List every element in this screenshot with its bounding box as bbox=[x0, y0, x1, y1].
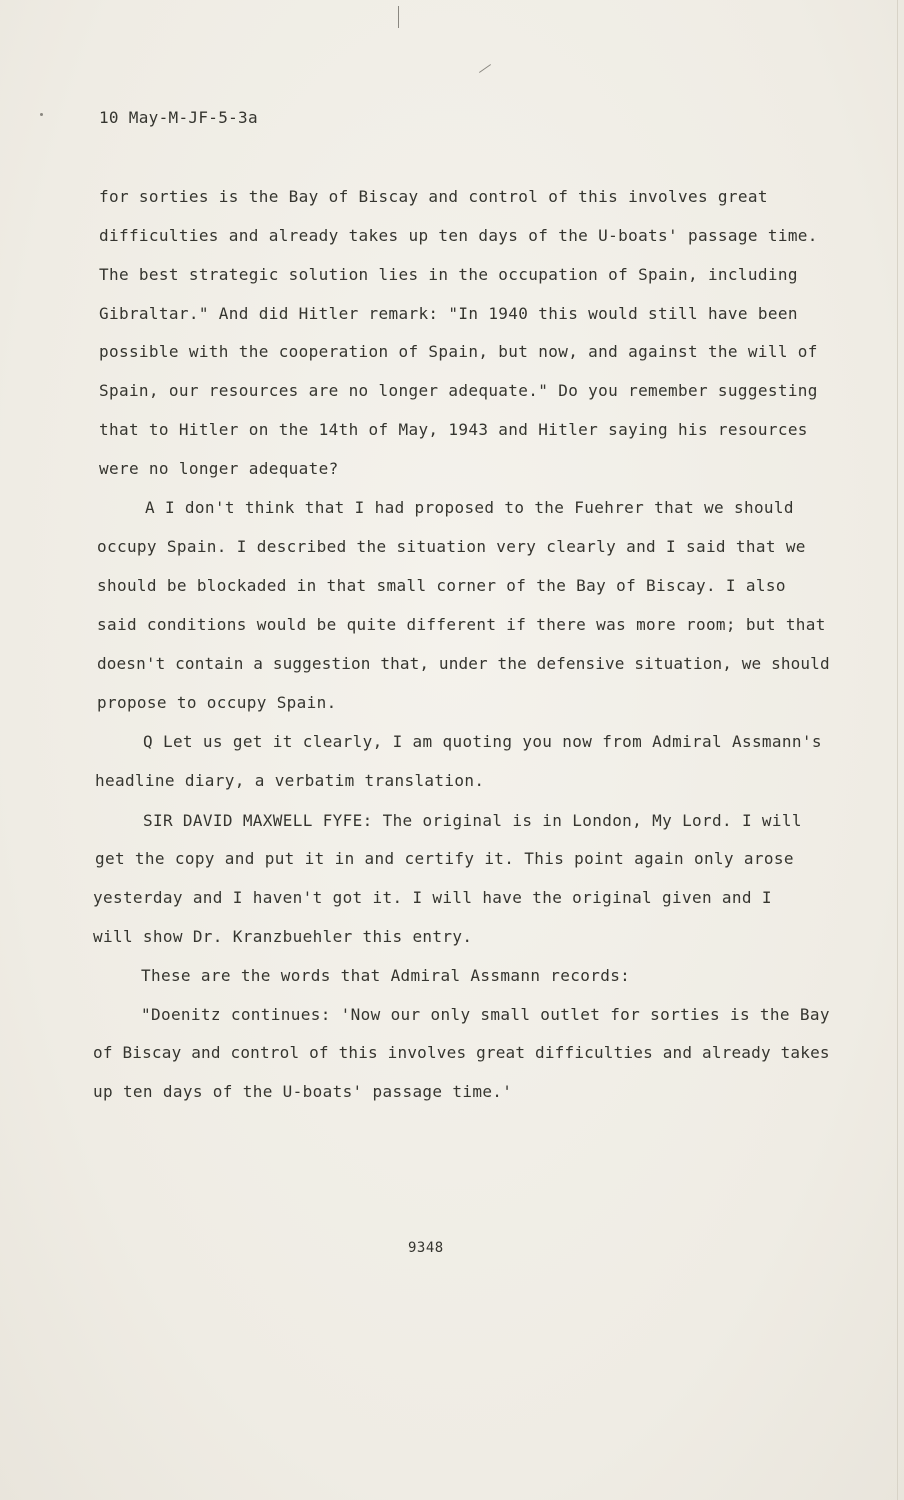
text-line: propose to occupy Spain. bbox=[97, 693, 337, 712]
text-line: for sorties is the Bay of Biscay and control of this involves great bbox=[99, 187, 768, 206]
text-line: A I don't think that I had proposed to the Fuehrer that we should bbox=[145, 498, 794, 517]
text-line: should be blockaded in that small corner of the Bay of Biscay. I also bbox=[97, 576, 786, 595]
text-line: up ten days of the U-boats' passage time.' bbox=[93, 1082, 513, 1101]
scan-mark bbox=[479, 64, 491, 73]
text-line: possible with the cooperation of Spain, but now, and against the will of bbox=[99, 342, 818, 361]
text-line: Spain, our resources are no longer adequate." Do you remember suggesting bbox=[99, 381, 818, 400]
text-line: Q Let us get it clearly, I am quoting you now from Admiral Assmann's bbox=[143, 732, 822, 751]
text-line: The best strategic solution lies in the occupation of Spain, including bbox=[99, 265, 798, 284]
text-line: These are the words that Admiral Assmann records: bbox=[141, 966, 631, 985]
text-line: difficulties and already takes up ten days of the U-boats' passage time. bbox=[99, 226, 818, 245]
text-line: will show Dr. Kranzbuehler this entry. bbox=[93, 927, 473, 946]
page-edge bbox=[897, 0, 898, 1500]
text-line: SIR DAVID MAXWELL FYFE: The original is in London, My Lord. I will bbox=[143, 811, 802, 830]
text-line: occupy Spain. I described the situation very clearly and I said that we bbox=[97, 537, 806, 556]
scan-mark bbox=[398, 6, 399, 28]
text-line: headline diary, a verbatim translation. bbox=[95, 771, 485, 790]
text-line: were no longer adequate? bbox=[99, 459, 339, 478]
text-line: Gibraltar." And did Hitler remark: "In 1940 this would still have been bbox=[99, 304, 798, 323]
text-line: yesterday and I haven't got it. I will have the original given and I bbox=[93, 888, 772, 907]
text-line: doesn't contain a suggestion that, under the defensive situation, we should bbox=[97, 654, 830, 673]
text-line: that to Hitler on the 14th of May, 1943 and Hitler saying his resources bbox=[99, 420, 808, 439]
document-header: 10 May-M-JF-5-3a bbox=[99, 108, 258, 127]
text-line: said conditions would be quite different if there was more room; but that bbox=[97, 615, 826, 634]
text-line: get the copy and put it in and certify it. This point again only arose bbox=[95, 849, 794, 868]
text-line: "Doenitz continues: 'Now our only small outlet for sorties is the Bay bbox=[141, 1005, 830, 1024]
page-number: 9348 bbox=[408, 1240, 444, 1256]
text-line: of Biscay and control of this involves great difficulties and already takes bbox=[93, 1043, 830, 1062]
scan-mark bbox=[40, 113, 43, 116]
